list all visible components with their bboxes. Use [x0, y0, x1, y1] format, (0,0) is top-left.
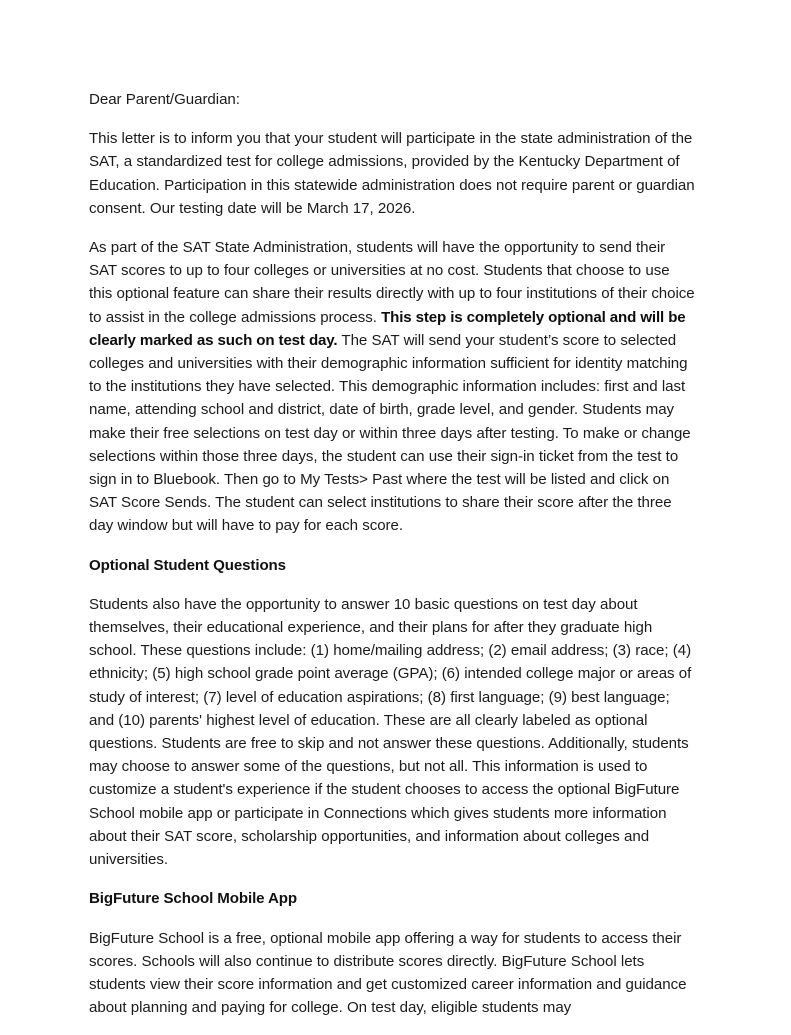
score-sends-text-before-emphasis: As part of the SAT State Administration, students will have the opportunity to send their SAT scores to up to four colleges or universities at no cost. Students that choose to use this optional feature can share their results directly with up to four institutions of their choice to assist in the college admissions process. [89, 239, 695, 326]
letter-body [89, 88, 697, 1035]
salutation-line: Dear Parent/Guardian: [89, 91, 240, 108]
heading-optional-student-questions: Optional Student Questions [89, 556, 286, 574]
heading-bigfuture-school-mobile-app: BigFuture School Mobile App [89, 890, 298, 908]
paragraph-optional-questions: Students also have the opportunity to answer 10 basic questions on test day about themselves, their educational experience, and their plans for after they graduate high school. These questions include: (1) home/mailing address; (2) email address; (3) race; (4) ethnicity; (5) high school grade point average (GPA); (6) intended college major or areas of study of interest; (7) level of education aspirations; (8) first language; (9) best language; and (10) parents' highest level of education. These are all clearly labeled as optional questions. Students are free to skip and not answer these questions. Additionally, students may choose to answer some of the questions, but not all. This information is used to customize a student's experience if the student chooses to access the optional BigFuture School mobile app or participate in Connections which gives students more information about their SAT score, scholarship opportunities, and information about colleges and universities. [89, 595, 692, 869]
paragraph-bigfuture-app: BigFuture School is a free, optional mobile app offering a way for students to access their scores. Schools will also continue to distribute scores directly. BigFuture School lets students view their score information and get customized career information and guidance about planning and paying for college. On test day, eligible students may [89, 929, 687, 1017]
paragraph-score-sends [89, 236, 697, 538]
score-sends-text-after-emphasis: The SAT will send your student’s score to selected colleges and universities with their demographic information sufficient for identity matching to the institutions they have selected. This demographic information includes: first and last name, attending school and district, date of birth, grade level, and gender. Students may make their free selections on test day or within three days after testing. To make or change selections within those three days, the student can use their sign-in ticket from the test to sign in to Bluebook. Then go to My Tests> Past where the test will be listed and click on SAT Score Sends. The student can select institutions to share their score after the three day window but will have to pay for each score. [89, 331, 691, 535]
paragraph-intro: This letter is to inform you that your student will participate in the state administration of the SAT, a standardized test for college admissions, provided by the Kentucky Department of Education. Participation in this statewide administration does not require parent or guardian consent. Our testing date will be March 17, 2026. [89, 130, 695, 217]
score-sends-bold-emphasis: This step is completely optional and will be clearly marked as such on test day. [89, 308, 686, 349]
